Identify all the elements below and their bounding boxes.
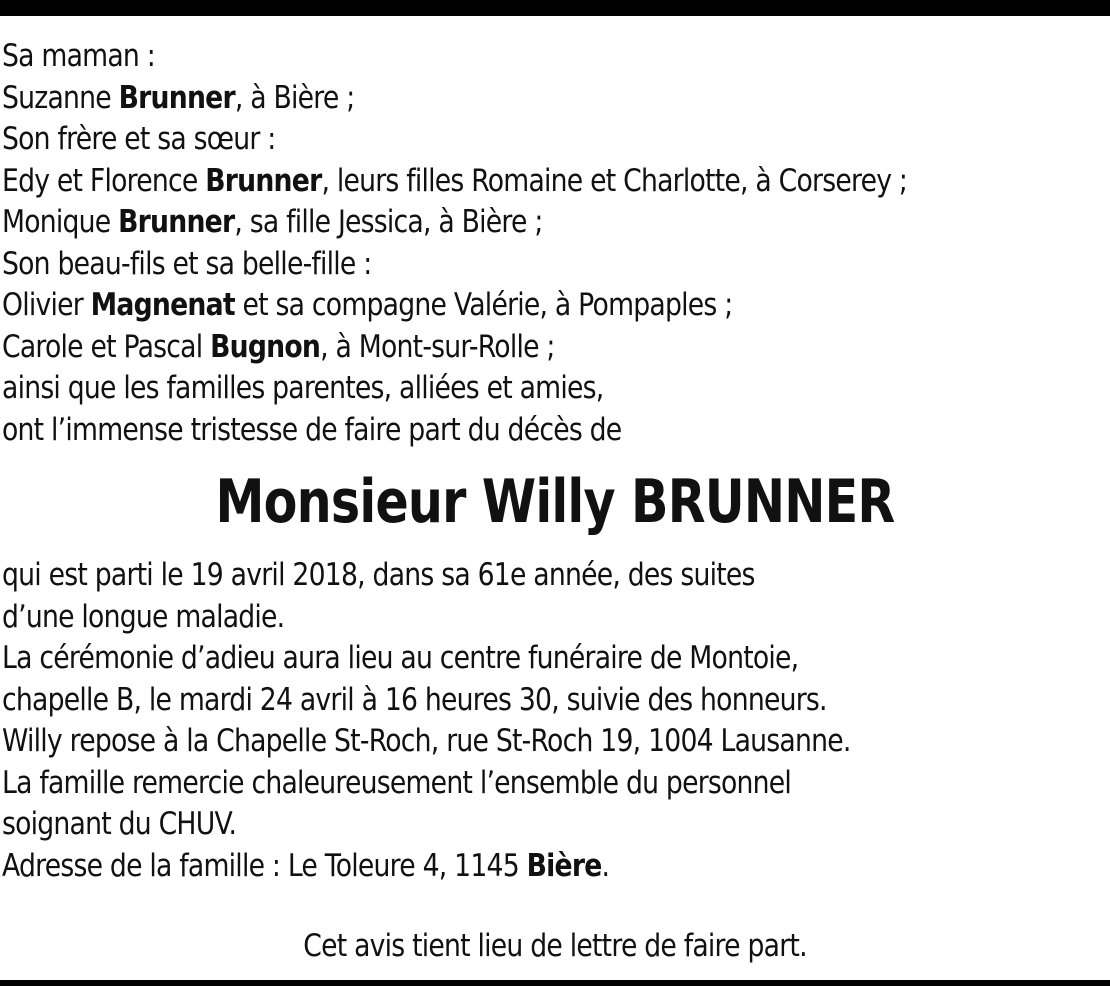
family-line: Monique Brunner, sa fille Jessica, à Bière ; bbox=[2, 204, 543, 240]
body-line: qui est parti le 19 avril 2018, dans sa 61e année, des suites bbox=[2, 557, 755, 593]
body-line: La famille remercie chaleureusement l’ensemble du personnel bbox=[2, 764, 792, 801]
family-line: ont l’immense tristesse de faire part du décès de bbox=[2, 411, 622, 448]
closing-note: Cet avis tient lieu de lettre de faire part. bbox=[303, 928, 807, 964]
family-line: ainsi que les familles parentes, alliées et amies, bbox=[2, 370, 604, 406]
family-line: Edy et Florence Brunner, leurs filles Romaine et Charlotte, à Corserey ; bbox=[2, 162, 908, 199]
body-line: Willy repose à la Chapelle St-Roch, rue St-Roch 19, 1004 Lausanne. bbox=[2, 723, 851, 759]
family-line: Son frère et sa sœur : bbox=[2, 121, 276, 157]
family-surname: Bugnon bbox=[210, 328, 321, 365]
body-line: d’une longue maladie. bbox=[2, 598, 285, 635]
top-rule bbox=[0, 0, 1110, 16]
bottom-rule bbox=[0, 980, 1110, 986]
body-line: La cérémonie d’adieu aura lieu au centre funéraire de Montoie, bbox=[2, 640, 799, 676]
family-line: Olivier Magnenat et sa compagne Valérie, à Pompaples ; bbox=[2, 287, 733, 323]
obituary-notice bbox=[2, 36, 1108, 887]
family-line: Carole et Pascal Bugnon, à Mont-sur-Rolle ; bbox=[2, 328, 555, 365]
family-address-town: Bière bbox=[526, 847, 602, 884]
deceased-name: Monsieur Willy BRUNNER bbox=[215, 467, 895, 537]
family-surname: Brunner bbox=[118, 204, 235, 240]
family-address-line: Adresse de la famille : Le Toleure 4, 1145 Bière. bbox=[2, 847, 610, 884]
family-line: Sa maman : bbox=[2, 38, 155, 74]
family-surname: Magnenat bbox=[90, 287, 235, 323]
family-surname: Brunner bbox=[118, 79, 235, 116]
family-surname: Brunner bbox=[205, 162, 322, 199]
family-line: Suzanne Brunner, à Bière ; bbox=[2, 79, 355, 116]
body-line: soignant du CHUV. bbox=[2, 806, 237, 842]
family-line: Son beau-fils et sa belle-fille : bbox=[2, 245, 372, 282]
body-line: chapelle B, le mardi 24 avril à 16 heures 30, suivie des honneurs. bbox=[2, 681, 827, 718]
